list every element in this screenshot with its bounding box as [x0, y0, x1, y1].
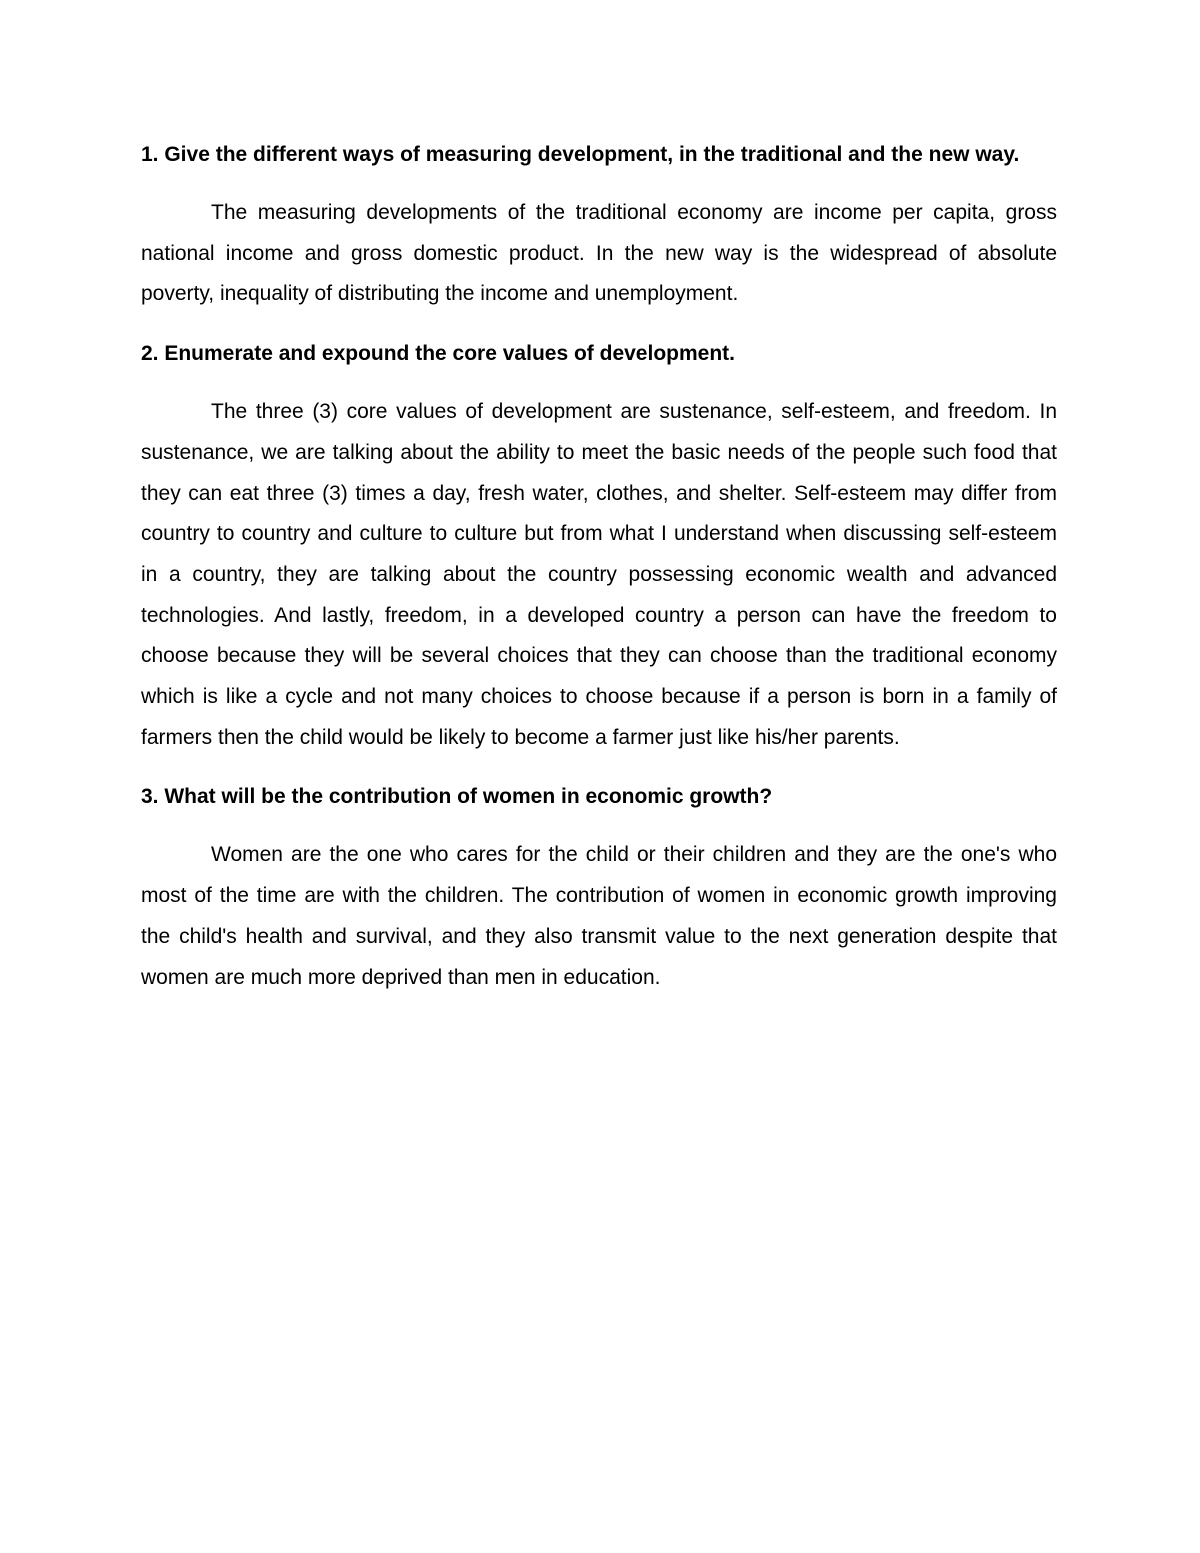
answer-3-paragraph: Women are the one who cares for the child or their children and they are the one's who most of the time are with the children. The contribution of women in economic growth improving the child's health and survival, and they also transmit value to the next generation despite that women are much more deprived than men in education.	[141, 843, 1057, 989]
answer-2-paragraph: The three (3) core values of development are sustenance, self-esteem, and freedom. In sustenance, we are talking about the ability to meet the basic needs of the people such food that they can eat three (3) times a day, fresh water, clothes, and shelter. Self-esteem may differ from country to country and culture to culture but from what I understand when discussing self-esteem in a country, they are talking about the country possessing economic wealth and advanced technologies. And lastly, freedom, in a developed country a person can have the freedom to choose because they will be several choices that they can choose than the traditional economy which is like a cycle and not many choices to choose because if a person is born in a family of farmers then the child would be likely to become a farmer just like his/her parents.	[141, 400, 1057, 749]
question-3-heading: 3. What will be the contribution of women in economic growth?	[141, 785, 773, 809]
question-1-heading: 1. Give the different ways of measuring development, in the traditional and the new way.	[141, 143, 1020, 166]
document-page	[141, 134, 1057, 998]
answer-1-paragraph: The measuring developments of the traditional economy are income per capita, gross national income and gross domestic product. In the new way is the widespread of absolute poverty, inequality of distributing the income and unemployment.	[141, 201, 1057, 306]
question-2-heading: 2. Enumerate and expound the core values of development.	[141, 342, 735, 366]
